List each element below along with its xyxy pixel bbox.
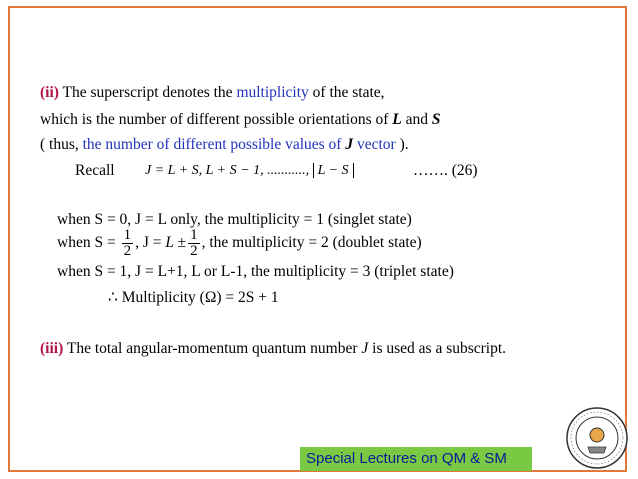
fraction-den-2: 2 bbox=[190, 243, 198, 259]
vector-word: vector bbox=[353, 136, 396, 153]
when-singlet: when S = 0, J = L only, the multiplicity = 1 (singlet state) bbox=[57, 211, 412, 228]
thus-close: ). bbox=[395, 136, 409, 153]
therefore-text: Multiplicity (Ω) = 2S + 1 bbox=[117, 289, 279, 306]
therefore-icon: ∴ bbox=[108, 289, 118, 306]
item-ii-line bbox=[40, 84, 385, 102]
symbol-L: L bbox=[392, 111, 402, 128]
and-text: and bbox=[401, 111, 432, 128]
when-doublet-b: , J = bbox=[135, 234, 166, 252]
when-doublet-a: when S = bbox=[57, 234, 120, 252]
orientation-text: which is the number of different possible orientations of bbox=[40, 111, 393, 128]
symbol-J: J bbox=[345, 136, 354, 153]
item-iii-text-b: is used as a subscript. bbox=[368, 340, 507, 357]
thus-open: ( thus, bbox=[40, 136, 83, 153]
footer-banner: Special Lectures on QM & SM bbox=[300, 447, 532, 471]
when-doublet-c: L ± bbox=[165, 234, 187, 252]
symbol-J-subscript: J bbox=[361, 340, 369, 357]
item-iii-text-a: The total angular-momentum quantum number bbox=[63, 340, 362, 357]
recall-line bbox=[75, 162, 115, 180]
symbol-S: S bbox=[431, 111, 441, 128]
when-triplet: when S = 1, J = L+1, L or L-1, the multiplicity = 3 (triplet state) bbox=[57, 263, 454, 280]
orientation-line bbox=[40, 111, 441, 129]
item-iii-label: (iii) bbox=[40, 340, 64, 357]
thus-line bbox=[40, 136, 409, 154]
item-ii-text-a: The superscript denotes the bbox=[62, 84, 237, 101]
multiplicity-word: multiplicity bbox=[236, 84, 309, 101]
fraction-half bbox=[122, 228, 134, 259]
abs-term: L − S bbox=[313, 163, 354, 178]
fraction-den: 2 bbox=[123, 243, 132, 259]
equation-number: ……. (26) bbox=[413, 162, 478, 179]
recall-label: Recall bbox=[75, 162, 115, 179]
when-doublet bbox=[57, 228, 422, 259]
thus-blue-text: the number of different possible values of bbox=[82, 136, 346, 153]
equation-text: J = L + S, L + S − 1, ..........., bbox=[145, 163, 313, 178]
fraction-num-2: 1 bbox=[190, 227, 198, 243]
when-doublet-d: , the multiplicity = 2 (doublet state) bbox=[201, 234, 422, 252]
item-iii-line bbox=[40, 340, 506, 358]
fraction-half-2 bbox=[188, 228, 200, 259]
item-ii-label: (ii) bbox=[40, 84, 59, 101]
university-seal-icon bbox=[565, 405, 629, 471]
item-ii-text-b: of the state, bbox=[308, 84, 385, 101]
therefore-line bbox=[108, 288, 279, 307]
recall-equation bbox=[145, 163, 354, 179]
fraction-num: 1 bbox=[123, 227, 132, 243]
